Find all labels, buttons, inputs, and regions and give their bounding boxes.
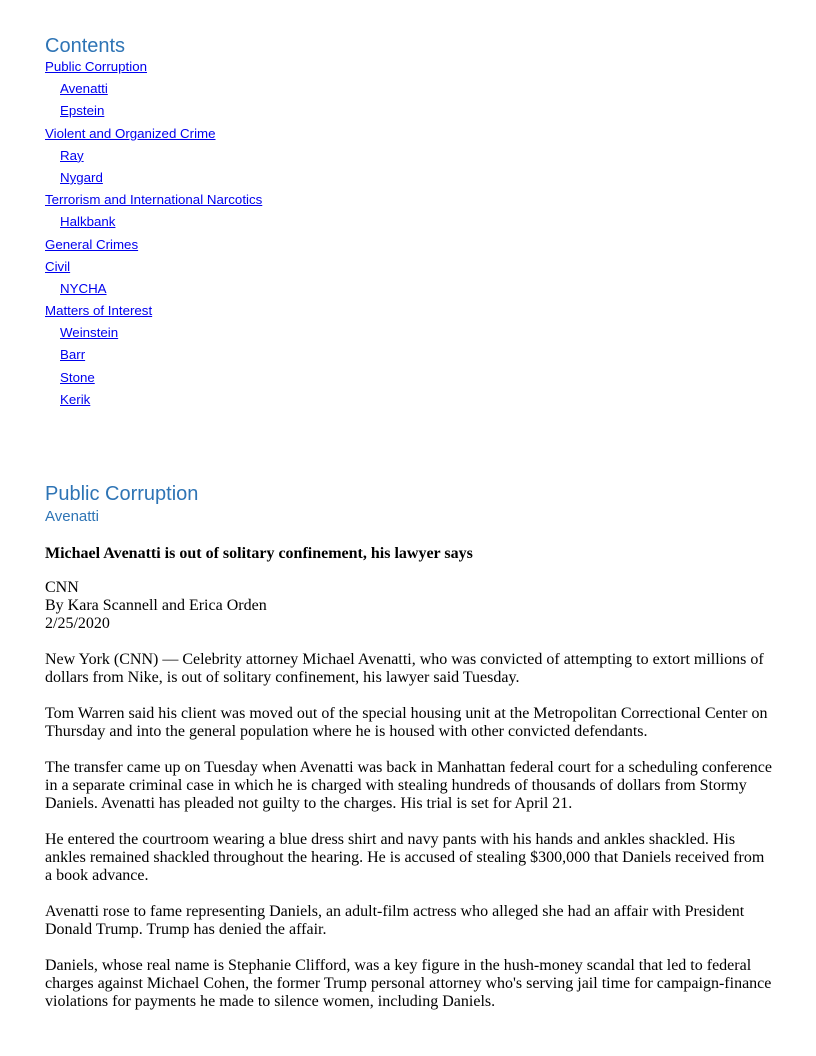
- toc-item: [45, 145, 262, 167]
- toc-item: [45, 278, 262, 300]
- toc-link[interactable]: Terrorism and International Narcotics: [45, 192, 263, 208]
- toc-link[interactable]: Public Corruption: [45, 59, 147, 74]
- article-byline: By Kara Scannell and Erica Orden: [45, 597, 267, 614]
- toc-item: [45, 234, 262, 256]
- toc-link[interactable]: Avenatti: [60, 81, 108, 97]
- article-paragraph: The transfer came up on Tuesday when Avenatti was back in Manhattan federal court for a scheduling conference in a separate criminal case in which he is charged with stealing hundreds of thousands of dollars from Stormy Daniels. Avenatti has pleaded not guilty to the charges. His trial is set for April 21.: [45, 759, 772, 812]
- toc-item: [45, 256, 262, 278]
- toc-item: [45, 389, 262, 411]
- toc-title: Contents: [45, 35, 126, 57]
- subsection-heading: Avenatti: [45, 508, 99, 525]
- article-paragraph: He entered the courtroom wearing a blue dress shirt and navy pants with his hands and ankles shackled. His ankles remained shackled throughout the hearing. He is accused of stealing $300,000 that Daniels received from a book advance.: [45, 831, 765, 884]
- toc-link[interactable]: Halkbank: [60, 214, 116, 230]
- article-paragraph: New York (CNN) — Celebrity attorney Michael Avenatti, who was convicted of attempting to extort millions of dollars from Nike, is out of solitary confinement, his lawyer said Tuesday.: [45, 651, 764, 686]
- toc-item: [45, 78, 262, 100]
- toc-item: [45, 167, 262, 189]
- toc-item: [45, 367, 262, 389]
- toc-link[interactable]: Stone: [60, 369, 95, 385]
- toc-item: [45, 344, 262, 366]
- toc-item: [45, 123, 262, 145]
- article-headline: Michael Avenatti is out of solitary confinement, his lawyer says: [45, 545, 473, 562]
- article-source: CNN: [45, 579, 79, 596]
- toc-link[interactable]: Matters of Interest: [45, 303, 153, 319]
- toc-item: [45, 211, 262, 233]
- article-paragraph: Avenatti rose to fame representing Daniels, an adult-film actress who alleged she had an affair with President Donald Trump. Trump has denied the affair.: [45, 903, 745, 938]
- toc-item: [45, 300, 262, 322]
- toc-link[interactable]: Ray: [60, 147, 84, 163]
- toc-link[interactable]: Kerik: [60, 391, 91, 407]
- article-paragraph: Tom Warren said his client was moved out of the special housing unit at the Metropolitan Correctional Center on Thursday and into the general population where he is housed with other convicted defendants.: [45, 705, 768, 740]
- toc-link[interactable]: NYCHA: [60, 280, 107, 296]
- toc-link[interactable]: Epstein: [60, 103, 105, 119]
- article: [45, 545, 775, 1029]
- article-meta: [45, 579, 775, 633]
- toc-item: [45, 100, 262, 122]
- toc-link[interactable]: Violent and Organized Crime: [45, 125, 216, 141]
- toc-link[interactable]: Barr: [60, 347, 86, 363]
- toc-item: [45, 189, 262, 211]
- toc-link[interactable]: Civil: [45, 258, 71, 274]
- toc-item: [45, 322, 262, 344]
- article-date: 2/25/2020: [45, 615, 110, 632]
- toc-link[interactable]: Nygard: [60, 169, 103, 185]
- article-paragraph: Daniels, whose real name is Stephanie Clifford, was a key figure in the hush-money scandal that led to federal charges against Michael Cohen, the former Trump personal attorney who's serving jail time for campaign-finance violations for payments he made to silence women, including Daniels.: [45, 957, 772, 1010]
- section-heading: Public Corruption: [45, 483, 199, 505]
- toc-link[interactable]: Weinstein: [60, 325, 119, 341]
- table-of-contents: [45, 56, 262, 411]
- toc-item: [45, 56, 262, 78]
- toc-link[interactable]: General Crimes: [45, 236, 139, 252]
